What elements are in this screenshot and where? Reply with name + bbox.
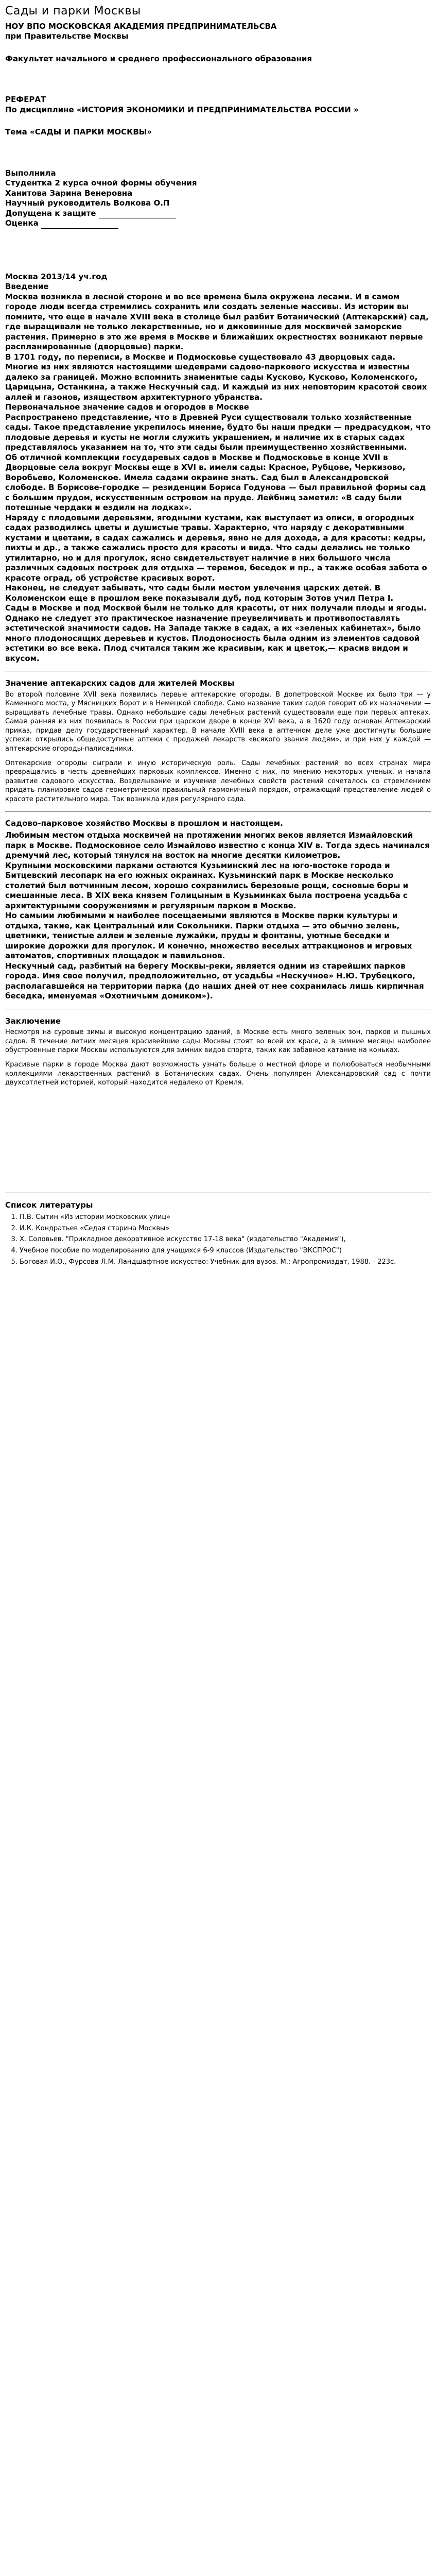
faculty-name: Факультет начального и среднего профессионального образования (5, 54, 312, 63)
intro-paragraph: Сады в Москве и под Москвой были не только для красоты, от них получали плоды и ягоды. Однако не следует это практическое назначение преувеличивать и противопоставлять эстетической значимости садов. На Западе также в садах, а их «зеленых кабинетах», было много плодоносящих деревьев и кустов. Плодоносность была одним из элементов садовой эстетики во все века. Плод считался таким же красивым, как и цветок,— красив видом и вкусом. (5, 603, 427, 663)
referat-topic: Тема «САДЫ И ПАРКИ МОСКВЫ» (5, 127, 152, 137)
site-title: Сады и парки Москвы (5, 5, 141, 18)
apothecary-title: Значение аптекарских садов для жителей Москвы (5, 679, 235, 688)
reference-item: 1. П.В. Сытин «Из истории московских улиц» (20, 1213, 431, 1222)
supervisor: Научный руководитель Волкова О.П (5, 198, 170, 208)
student-name: Ханитова Зарина Венеровна (5, 188, 133, 198)
student-info: Студентка 2 курса очной формы обучения (5, 178, 197, 188)
referat-discipline: По дисциплине «ИСТОРИЯ ЭКОНОМИКИ И ПРЕДПРИНИМАТЕЛЬСТВА РОССИИ » (5, 105, 359, 114)
references-title: Список литературы (5, 1200, 93, 1210)
city-year: Москва 2013/14 уч.год (5, 272, 108, 281)
referat-label: РЕФЕРАТ (5, 95, 46, 104)
intro-paragraph: Дворцовые села вокруг Москвы еще в XVI в. имели сады: Красное, Рубцове, Черкизово, Воробьево, Коломенское. Имела садами окраине знать. Сад был в Александровской слободе. В Борисове-городке — резиденции Бориса Годунова — был правильной формы сад с большим прудом, искусственным островом на пруде. Лейбниц заметил: «В саду были потешные чердаки и ездили на лодках». (5, 463, 426, 512)
apothecary-paragraph: Оптекарские огороды сыграли и иную историческую роль. Сады лечебных растений во всех странах мира превращались в честь древнейших парковых комплексов. Именно с них, по мнению некоторых ученых, и начала развитие садового искусства. Возделывание и изучение лечебных свойств растений сочеталось со стремлением придать планировке садов геометрически правильный гармоничный порядок, отражающий представление людей о красоте растительного мира. Так возникла идея регулярного сада. (5, 759, 431, 803)
intro-paragraph: Распространено представление, что в Древней Руси существовали только хозяйственные сады. Такое представление укрепилось мнение, будто бы наши предки — предрасудком, что плодовые деревья и кусты не могли служить украшением, и наличие их в старых садах представлялось указанием на то, что эти сады были преимущественно хозяйственными. (5, 412, 431, 452)
intro-title: Введение (5, 282, 49, 291)
reference-item: 3. Х. Соловьев. "Прикладное декоративное искусство 17-18 века" (издательство "Академия"), (20, 1235, 431, 1244)
park-economy-paragraph: Нескучный сад, разбитый на берегу Москвы-реки, является одним из старейших парков города. Имя свое получил, предположительно, от усадьбы «Нескучное» Н.Ю. Трубецкого, располагавшейся на территории парка (до наших дней от нее сохранилась лишь кирпичная беседка, именуемая «Охотничьим домиком»). (5, 961, 424, 1001)
grade-line (5, 218, 431, 229)
admitted-label: Допущена к защите (5, 208, 96, 218)
done-by: Выполнила (5, 168, 56, 178)
intro-paragraph: В 1701 году, по переписи, в Москве и Подмосковье существовало 43 дворцовых сада. Многие из них являются настоящими шедеврами садово-паркового искусства и известны далеко за границей. Можно вспомнить знаменитые сады Кусково, Кусково, Коломенского, Царицына, Останкина, а также Нескучный сад. И каждый из них неповторим красотой своих аллей и газонов, изяществом архитектурного убранства. (5, 352, 427, 402)
intro-subheading: Об отличной комплекции государевых садов в Москве и Подмосковье в конце XVII в (5, 452, 388, 462)
apothecary-paragraph: Во второй половине XVII века появились первые аптекарские огороды. В допетровской Москве их было три — у Каменного моста, у Мясницких Ворот и в Немецкой слободе. Само название таких садов говорит об их назначении — выращивать лечебные травы. Однако небольшие сады лечебных растений существовали еще при первых аптеках. Самая ранняя из них появилась в России при царском дворе в конце XVI века, а в 1620 году основан Аптекарский приказ, придав делу государственный характер. В начале XVIII века в аптечном деле уже достигнуты большие успехи: открылись общедоступные аптеки с продажей лекарств «всякого звания людям», и при них у каждой — аптекарские огороды-палисадники. (5, 690, 431, 753)
park-economy-title: Садово-парковое хозяйство Москвы в прошлом и настоящем. (5, 819, 283, 828)
conclusion-title: Заключение (5, 1016, 61, 1026)
grade-label: Оценка (5, 218, 39, 228)
admitted-field (99, 211, 176, 218)
reference-item: 2. И.К. Кондратьев «Седая старина Москвы» (20, 1224, 431, 1233)
grade-field (41, 221, 118, 229)
park-economy-paragraph: Крупными московскими парками остаются Кузьминский лес на юго-востоке города и Битцевский лесопарк на его южных окраинах. Кузьминский парк в Москве несколько столетий был вотчинным лесом, хорошо сохранились березовые рощи, сосновые боры и смешанные леса. В XIX века князем Голицыным в Кузьминках была построена усадьба с архитектурными сооружениями и регулярным парком в Москве. (5, 860, 409, 910)
academy-subtitle: при Правительстве Москвы (5, 31, 129, 41)
academy-name: НОУ ВПО МОСКОВСКАЯ АКАДЕМИЯ ПРЕДПРИНИМАТЕЛЬСВА (5, 21, 277, 31)
reference-item: 4. Учебное пособие по моделированию для учащихся 6-9 классов (Издательство "ЭКСПРОС") (20, 1246, 431, 1256)
intro-paragraph: Москва возникла в лесной стороне и во все времена была окружена лесами. И в самом городе люди всегда стремились сохранить или создать зеленые массивы. Из истории вы помните, что еще в начале XVIII века в столице был разбит Ботанический (Аптекарский) сад, где выращивали не только лекарственные, но и диковинные для москвичей заморские растения. Примерно в это же время в Москве и ближайших окрестностях возникают первые распланированные (дворцовые) парки. (5, 292, 429, 351)
intro-paragraph: Наконец, не следует забывать, что сады были местом увлечения царских детей. В Коломенском еще в прошлом веке показывали дуб, под которым Зотов учил Петра I. (5, 583, 394, 603)
conclusion-paragraph: Несмотря на суровые зимы и высокую концентрацию зданий, в Москве есть много зеленых зон, парков и пышных садов. В течение летних месяцев красивейшие сады Москвы стоят во всей их красе, а в зимние месяцы наиболее обустроенные парки Москвы используются для зимних видов спорта, таких как забавное катание на коньках. (5, 1028, 431, 1055)
intro-subheading: Первоначальное значение садов и огородов в Москве (5, 402, 249, 412)
intro-paragraph: Наряду с плодовыми деревьями, ягодными кустами, как выступает из описи, в огородных садах разводились цветы и душистые травы. Характерно, что наряду с декоративными кустами и цветами, в садах сажались и деревья, явно не для дохода, а для красоты: кедры, пихты и др., а также сажались просто для красоты и вида. Что сады делались не только утилитарно, но и для прогулок, ясно свидетельствует наличие в них большого числа различных садовых построек для отдыха — теремов, беседок и пр., а также особая забота о красоте оград, об устройстве красивых ворот. (5, 513, 427, 583)
park-economy-paragraph: Но самыми любимыми и наиболее посещаемыми являются в Москве парки культуры и отдыха, такие, как Центральный или Сокольники. Парки отдыха — это обычно зелень, цветники, тенистые аллеи и зеленые лужайки, пруды и фонтаны, уютные беседки и широкие дорожки для прогулок. И конечно, множество веселых аттракционов и игровых автоматов, спортивных площадок и павильонов. (5, 911, 412, 961)
reference-item: 5. Боговая И.О., Фурсова Л.М. Ландшафтное искусство: Учебник для вузов. М.: Агропромиздат, 1988. - 223с. (20, 1258, 431, 1267)
conclusion-paragraph: Красивые парки в городе Москва дают возможность узнать больше о местной флоре и полюбоваться необычными коллекциями лекарственных растений в Ботанических садах. Очень популярен Александровский сад с почти двухсотлетней историей, который находится недалеко от Кремля. (5, 1060, 431, 1087)
references-list (5, 1213, 431, 1266)
admitted-line (5, 209, 431, 219)
park-economy-paragraph: Любимым местом отдыха москвичей на протяжении многих веков является Измайловский парк в Москве. Подмосковное село Измайлово известно с конца XIV в. Тогда здесь начинался дремучий лес, который тянулся на восток на многие десятки километров. (5, 831, 430, 860)
